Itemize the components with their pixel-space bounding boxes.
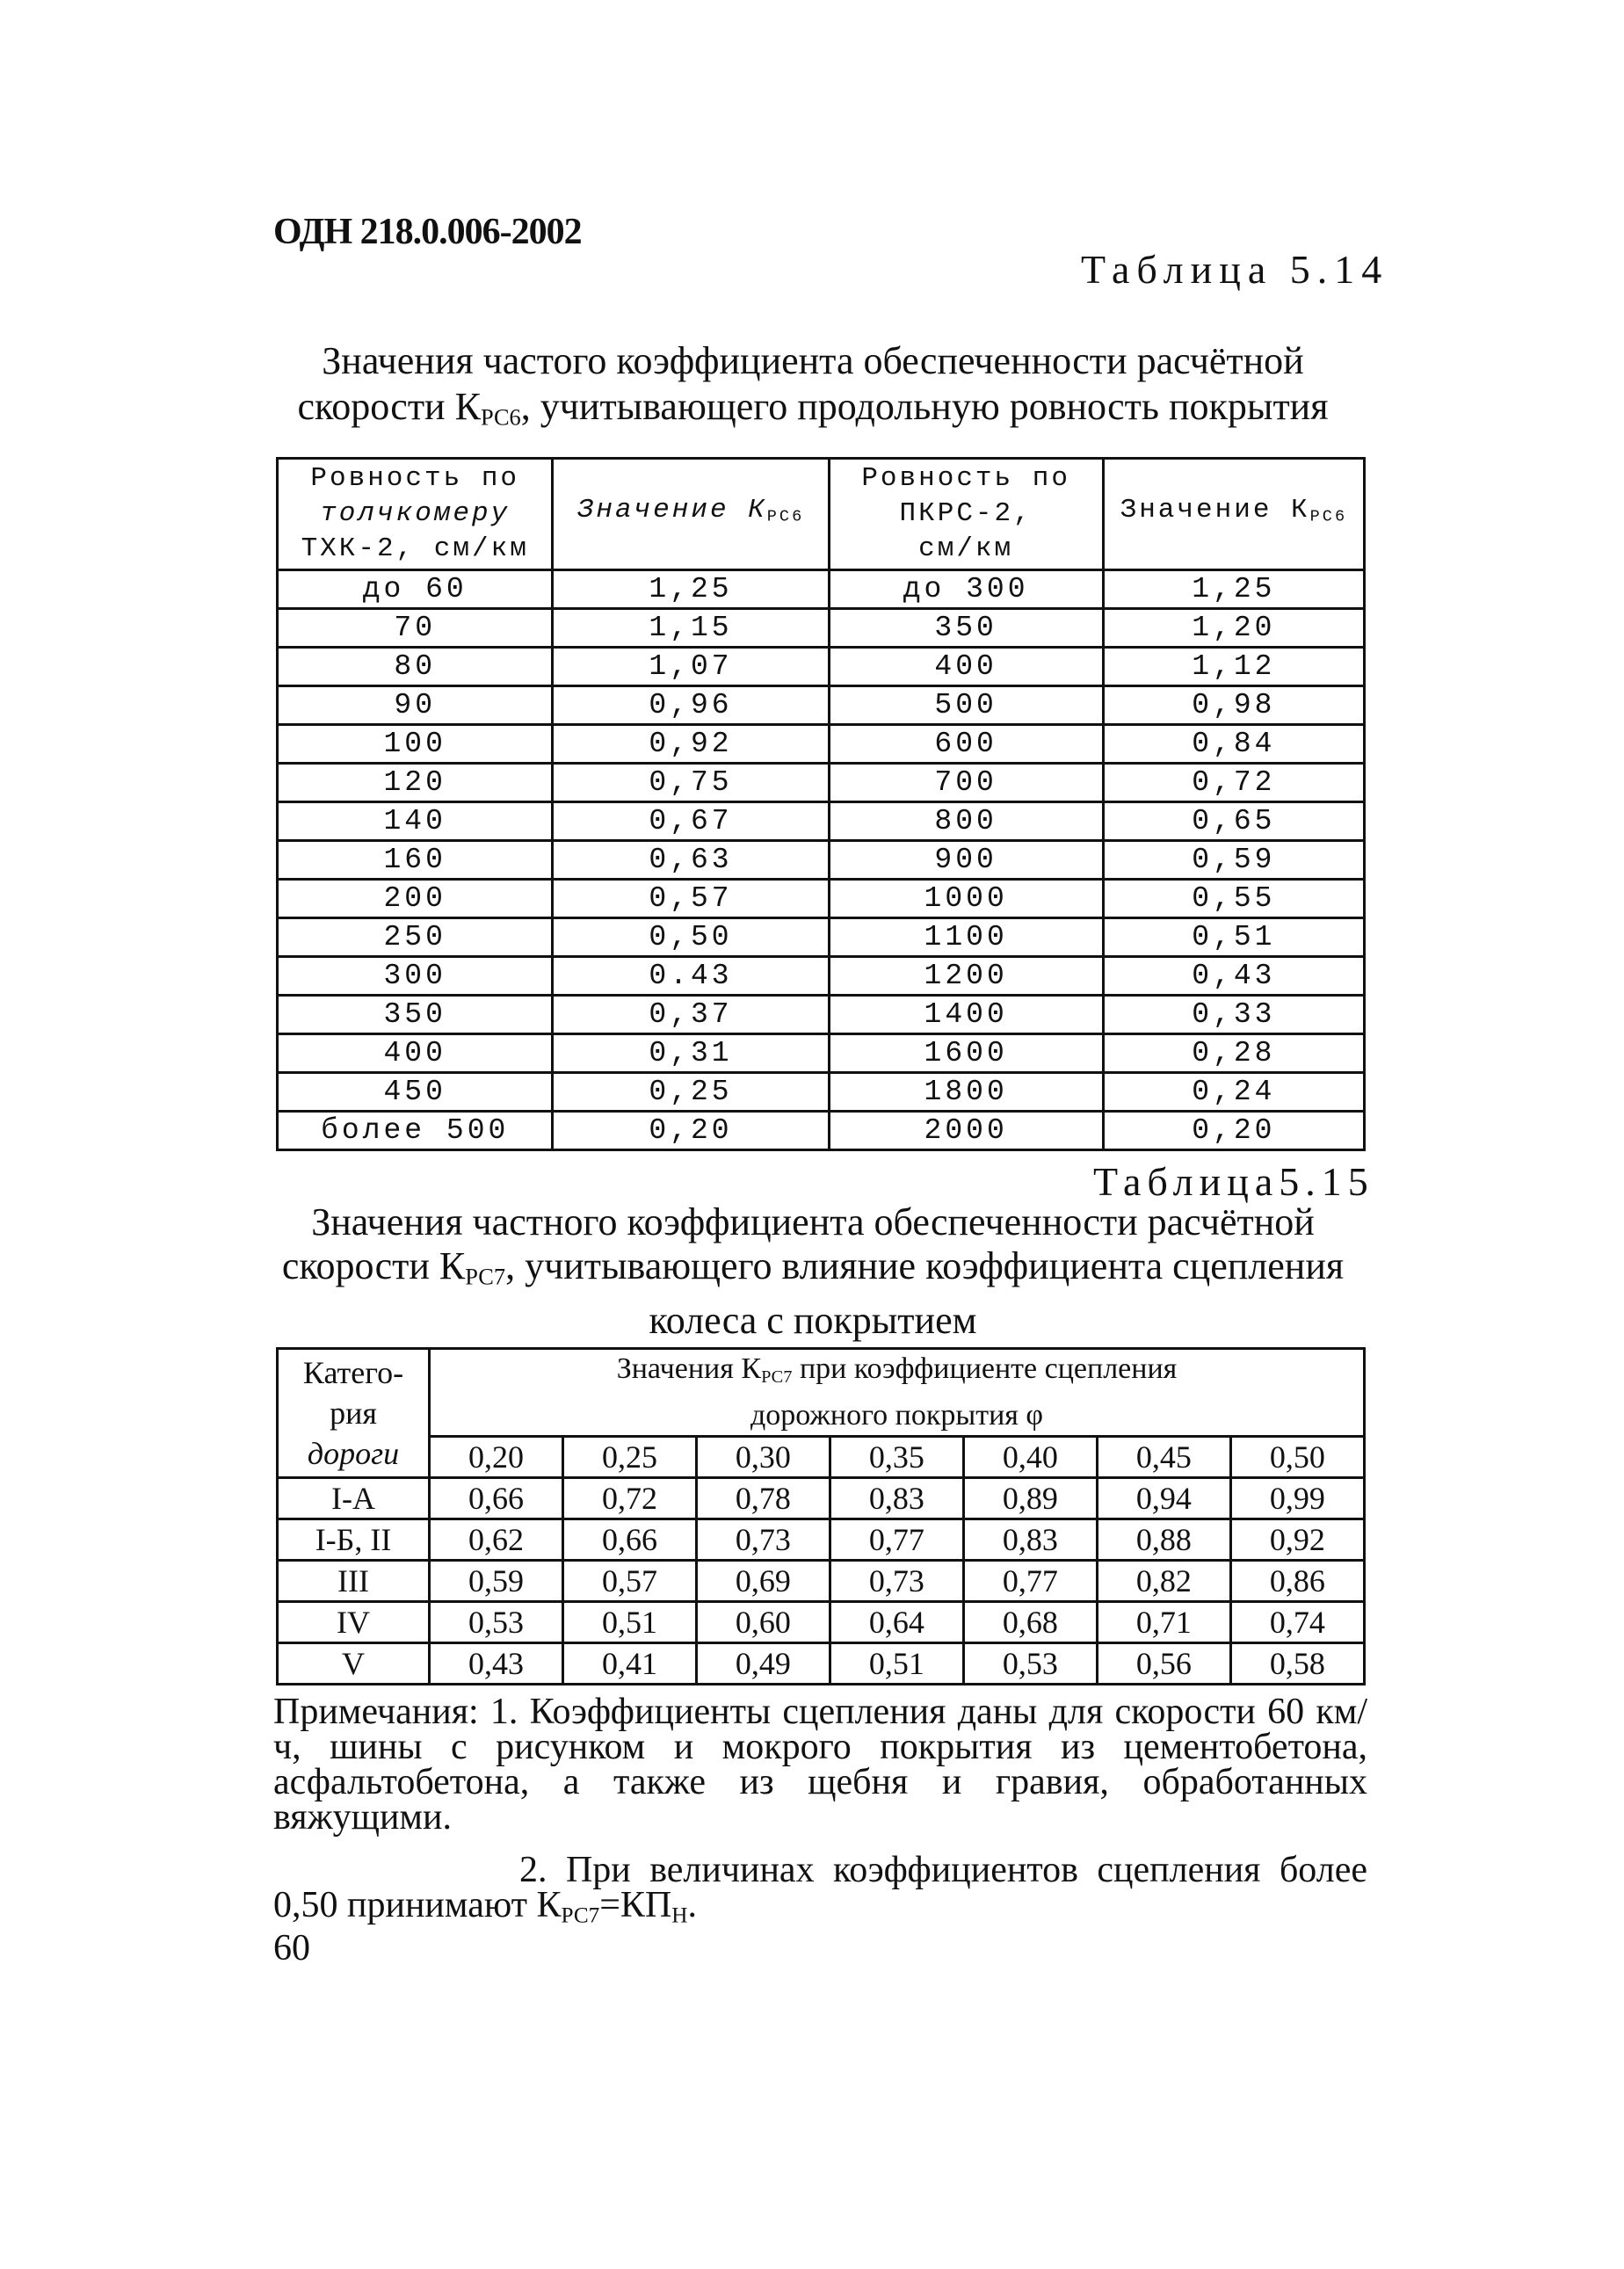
table-5-14-caption (220, 338, 1406, 440)
table-cell: 0,73 (830, 1561, 963, 1602)
table-5-14-label: Таблица 5.14 (1081, 247, 1389, 292)
table-cell: 0,49 (696, 1643, 830, 1685)
caption-line (220, 384, 1406, 440)
header-evenness-txk (278, 459, 553, 570)
table-cell: 0,43 (1103, 957, 1364, 996)
table-row (278, 841, 1365, 880)
phi-value-header: 0,40 (963, 1437, 1097, 1478)
table-row (278, 1519, 1365, 1561)
table-cell: 0,82 (1097, 1561, 1230, 1602)
header-subscript: РС6 (1309, 507, 1348, 526)
table-cell: 1,15 (553, 609, 829, 648)
phi-values-row (278, 1437, 1365, 1478)
table-cell: 0,78 (696, 1478, 830, 1519)
table-cell: 0,25 (553, 1073, 829, 1112)
table-cell: 1600 (829, 1034, 1103, 1073)
header-line: дорожного покрытия φ (750, 1399, 1044, 1432)
table-cell: 1,25 (553, 570, 829, 609)
table-cell: 90 (278, 686, 553, 725)
table-cell: 0,33 (1103, 996, 1364, 1034)
phi-value-header: 0,30 (696, 1437, 830, 1478)
note-text: . (687, 1885, 697, 1925)
table-cell: 1,07 (553, 648, 829, 686)
table-cell: 1200 (829, 957, 1103, 996)
table-header-row (278, 1349, 1365, 1437)
table-cell: 0,63 (553, 841, 829, 880)
table-cell: 0,56 (1097, 1643, 1230, 1685)
table-cell: 0,37 (553, 996, 829, 1034)
table-cell: 0,28 (1103, 1034, 1364, 1073)
table-cell: 0,75 (553, 764, 829, 802)
table-cell: 0,20 (1103, 1112, 1364, 1150)
table-cell: 350 (278, 996, 553, 1034)
table-row (278, 918, 1365, 957)
road-category-cell: IV (278, 1602, 430, 1643)
header-value-krs6 (553, 459, 829, 570)
page-number: 60 (273, 1928, 310, 1968)
table-cell: до 300 (829, 570, 1103, 609)
table-header-row (278, 459, 1365, 570)
header-italic: дороги (307, 1436, 400, 1472)
table-cell: 0,99 (1230, 1478, 1364, 1519)
header-line (431, 1350, 1363, 1396)
header-italic: толчкомеру (320, 498, 511, 529)
header-line: Катего- (302, 1355, 404, 1391)
table-cell: 0,89 (963, 1478, 1097, 1519)
table-cell: 1100 (829, 918, 1103, 957)
table-cell: более 500 (278, 1112, 553, 1150)
table-cell: 250 (278, 918, 553, 957)
table-5-15-body (278, 1478, 1365, 1685)
table-cell: 0,68 (963, 1602, 1097, 1643)
table-cell: 1,12 (1103, 648, 1364, 686)
road-category-cell: III (278, 1561, 430, 1602)
table-row (278, 802, 1365, 841)
table-cell: 1,25 (1103, 570, 1364, 609)
phi-value-header: 0,35 (830, 1437, 963, 1478)
table-cell: 1400 (829, 996, 1103, 1034)
table-cell: 600 (829, 725, 1103, 764)
table-cell: 100 (278, 725, 553, 764)
table-cell: 0,59 (430, 1561, 563, 1602)
table-cell: 0,96 (553, 686, 829, 725)
table-cell: 350 (829, 609, 1103, 648)
table-cell: 400 (278, 1034, 553, 1073)
table-cell: 0,51 (1103, 918, 1364, 957)
table-cell: 0,92 (1230, 1519, 1364, 1561)
table-cell: 0,43 (430, 1643, 563, 1685)
header-line: Ровность по (310, 463, 520, 494)
road-category-cell: V (278, 1643, 430, 1685)
table-row (278, 686, 1365, 725)
note-1: Примечания: 1. Коэффициенты сцепления даны для скорости 60 км/ч, шины с рисунком и мокрого покрытия из цементобетона, асфальтобетона, а также из щебня и гравия, обработанных вяжущими. (273, 1692, 1367, 1838)
table-cell: 160 (278, 841, 553, 880)
header-line: ПКРС-2, (899, 498, 1033, 529)
table-cell: 0,53 (963, 1643, 1097, 1685)
caption-subscript: РС6 (480, 403, 521, 431)
table-5-14-body (278, 570, 1365, 1150)
table-row (278, 1112, 1365, 1150)
phi-value-header: 0,25 (562, 1437, 696, 1478)
table-cell: 80 (278, 648, 553, 686)
table-cell: до 60 (278, 570, 553, 609)
header-subscript: РС7 (761, 1367, 793, 1388)
table-cell: 0,72 (562, 1478, 696, 1519)
table-cell: 0,88 (1097, 1519, 1230, 1561)
caption-line: колеса с покрытием (649, 1298, 977, 1342)
table-cell: 0.43 (553, 957, 829, 996)
note-subscript: РС7 (561, 1903, 600, 1928)
note-text: 2. При величинах коэффициентов сцепления более 0,50 принимают К (273, 1850, 1367, 1925)
table-row (278, 880, 1365, 918)
table-cell: 0,57 (553, 880, 829, 918)
header-value-krs6-2 (1103, 459, 1364, 570)
table-row (278, 1561, 1365, 1602)
table-cell: 0,69 (696, 1561, 830, 1602)
table-cell: 0,77 (830, 1519, 963, 1561)
table-cell: 700 (829, 764, 1103, 802)
header-line (279, 1433, 428, 1474)
header-line: см/км (918, 533, 1014, 564)
caption-text: , учитывающего влияние коэффициента сцепления (505, 1244, 1345, 1287)
table-5-14 (276, 457, 1366, 1151)
phi-value-header: 0,50 (1230, 1437, 1364, 1478)
document-code: ОДН 218.0.006-2002 (273, 212, 582, 252)
table-5-15 (276, 1347, 1366, 1685)
header-text: Значения К (616, 1352, 762, 1385)
road-category-cell: I-Б, II (278, 1519, 430, 1561)
phi-value-header: 0,45 (1097, 1437, 1230, 1478)
table-cell: 0,59 (1103, 841, 1364, 880)
header-text: Значение К (1120, 495, 1310, 526)
table-cell: 0,51 (830, 1643, 963, 1685)
header-krs7-span (430, 1349, 1365, 1437)
table-cell: 0,74 (1230, 1602, 1364, 1643)
table-cell: 0,92 (553, 725, 829, 764)
table-cell: 0,60 (696, 1602, 830, 1643)
table-cell: 300 (278, 957, 553, 996)
caption-text: скорости К (297, 385, 481, 428)
table-cell: 0,73 (696, 1519, 830, 1561)
table-cell: 1,20 (1103, 609, 1364, 648)
header-line: рия (330, 1395, 377, 1432)
table-cell: 0,50 (553, 918, 829, 957)
table-row (278, 1034, 1365, 1073)
table-cell: 0,94 (1097, 1478, 1230, 1519)
table-row (278, 725, 1365, 764)
table-cell: 0,66 (430, 1478, 563, 1519)
table-cell: 0,67 (553, 802, 829, 841)
table-cell: 0,71 (1097, 1602, 1230, 1643)
table-row (278, 957, 1365, 996)
table-cell: 1000 (829, 880, 1103, 918)
table-cell: 0,65 (1103, 802, 1364, 841)
table-cell: 0,55 (1103, 880, 1364, 918)
table-cell: 200 (278, 880, 553, 918)
table-cell: 0,62 (430, 1519, 563, 1561)
table-cell: 0,86 (1230, 1561, 1364, 1602)
caption-line (220, 1244, 1406, 1299)
table-cell: 0,77 (963, 1561, 1097, 1602)
table-cell: 120 (278, 764, 553, 802)
caption-line: Значения частого коэффициента обеспеченности расчётной (322, 339, 1304, 382)
header-italic: Значение К (576, 495, 767, 526)
caption-text: скорости К (281, 1244, 466, 1287)
table-5-15-caption (220, 1200, 1406, 1343)
table-cell: 0,83 (830, 1478, 963, 1519)
table-cell: 0,57 (562, 1561, 696, 1602)
table-cell: 0,31 (553, 1034, 829, 1073)
header-line: Ровность по (861, 463, 1070, 494)
header-text: при коэффициенте сцепления (792, 1352, 1178, 1385)
table-cell: 0,83 (963, 1519, 1097, 1561)
note-subscript: Н (671, 1903, 688, 1928)
table-cell: 0,41 (562, 1643, 696, 1685)
phi-value-header: 0,20 (430, 1437, 563, 1478)
table-cell: 70 (278, 609, 553, 648)
header-road-category (278, 1349, 430, 1478)
table-row (278, 648, 1365, 686)
table-cell: 0,24 (1103, 1073, 1364, 1112)
table-cell: 0,72 (1103, 764, 1364, 802)
notes (273, 1694, 1367, 1933)
table-cell: 0,84 (1103, 725, 1364, 764)
table-row (278, 1643, 1365, 1685)
note-2 (273, 1852, 1367, 1933)
table-row (278, 1478, 1365, 1519)
table-row (278, 1602, 1365, 1643)
table-cell: 450 (278, 1073, 553, 1112)
table-row (278, 570, 1365, 609)
table-cell: 0,53 (430, 1602, 563, 1643)
table-cell: 0,51 (562, 1602, 696, 1643)
table-row (278, 1073, 1365, 1112)
table-cell: 800 (829, 802, 1103, 841)
table-row (278, 609, 1365, 648)
table-cell: 0,58 (1230, 1643, 1364, 1685)
table-cell: 900 (829, 841, 1103, 880)
table-row (278, 996, 1365, 1034)
header-line (279, 497, 551, 532)
table-cell: 0,20 (553, 1112, 829, 1150)
table-cell: 0,66 (562, 1519, 696, 1561)
table-cell: 0,64 (830, 1602, 963, 1643)
table-cell: 1800 (829, 1073, 1103, 1112)
header-subscript: РС6 (766, 507, 805, 526)
caption-subscript: РС7 (465, 1263, 506, 1290)
road-category-cell: I-А (278, 1478, 430, 1519)
table-cell: 140 (278, 802, 553, 841)
table-cell: 2000 (829, 1112, 1103, 1150)
note-text: =КП (599, 1885, 672, 1925)
caption-line: Значения частного коэффициента обеспеченности расчётной (311, 1200, 1315, 1243)
table-cell: 400 (829, 648, 1103, 686)
table-row (278, 764, 1365, 802)
table-5-15-label: Таблица5.15 (1093, 1159, 1374, 1204)
header-evenness-pkrs (829, 459, 1103, 570)
table-cell: 500 (829, 686, 1103, 725)
caption-text: , учитывающего продольную ровность покрытия (520, 385, 1329, 428)
header-line: ТХК-2, см/км (301, 533, 529, 564)
table-cell: 0,98 (1103, 686, 1364, 725)
